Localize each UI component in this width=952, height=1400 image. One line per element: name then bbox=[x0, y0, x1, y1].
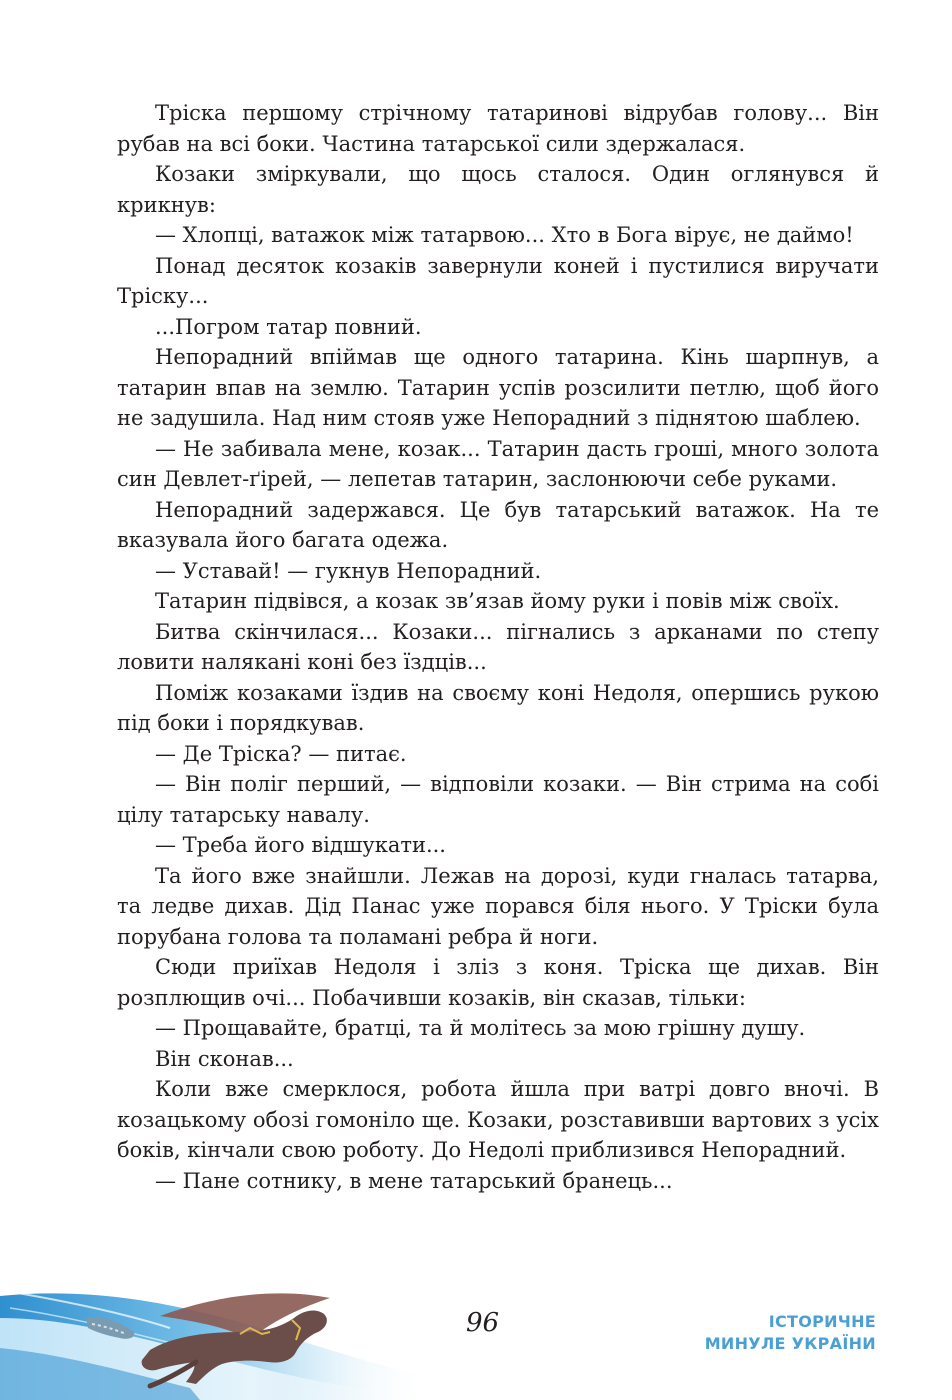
paragraph: Татарин підвівся, а козак зв’язав йому руки і повів між своїх. bbox=[155, 589, 840, 613]
paragraph: Він сконав... bbox=[155, 1046, 294, 1071]
paragraph: — Прощавайте, братці, та й молітесь за мою грішну душу. bbox=[155, 1016, 806, 1040]
paragraph: — Треба його відшукати... bbox=[155, 833, 446, 857]
paragraph: — Де Тріска? — питає. bbox=[155, 741, 407, 766]
paragraph: Непорадний впіймав ще одного татарина. Кінь шарпнув, а татарин впав на землю. Татарин успів розсилити петлю, щоб його не задушила. Над ним стояв уже Непорадний з піднятою шаблею. bbox=[117, 345, 879, 430]
paragraph: Козаки зміркували, що щось сталося. Один оглянувся й крикнув: bbox=[117, 162, 879, 217]
paragraph: Понад десяток козаків завернули коней і пустилися виручати Тріску... bbox=[117, 253, 879, 308]
paragraph: Коли вже смерклося, робота йшла при ватрі довго вночі. В козацькому обозі гомоніло ще. Козаки, розставивши вартових з усіх боків, кінчали свою роботу. До Недолі приблизився Непорадний. bbox=[117, 1077, 879, 1162]
paragraph: — Уставай! — гукнув Непорадний. bbox=[155, 558, 542, 583]
page-number: 96 bbox=[466, 1308, 500, 1338]
body-text bbox=[117, 98, 879, 1196]
paragraph: Та його вже знайшли. Лежав на дорозі, куди гналась татарва, та ледве дихав. Дід Панас уже порався біля нього. У Тріски була порубана голова та поламані ребра й ноги. bbox=[117, 863, 879, 949]
section-title-line: МИНУЛЕ УКРАЇНИ bbox=[704, 1334, 876, 1353]
paragraph: — Хлопці, ватажок між татарвою... Хто в Бога вірує, не даймо! bbox=[155, 223, 854, 247]
paragraph: — Пане сотнику, в мене татарський бранець... bbox=[155, 1168, 673, 1193]
paragraph: Битва скінчилася... Козаки... пігнались з арканами по степу ловити налякані коні без їздців... bbox=[117, 619, 879, 674]
paragraph: Непорадний задержався. Це був татарський ватажок. На те вказувала його багата одежа. bbox=[117, 497, 879, 552]
paragraph: Сюди приїхав Недоля і зліз з коня. Тріска ще дихав. Він розплющив очі... Побачивши козаків, він сказав, тільки: bbox=[117, 955, 879, 1010]
section-title-line: ІСТОРИЧНЕ bbox=[768, 1312, 876, 1331]
section-title bbox=[705, 1311, 876, 1355]
paragraph: ...Погром татар повний. bbox=[155, 314, 422, 339]
paragraph: Поміж козаками їздив на своєму коні Недоля, опершись рукою під боки і порядкував. bbox=[117, 680, 879, 735]
paragraph: — Не забивала мене, козак... Татарин дасть гроші, много золота син Девлет-ґірей, — лепетав татарин, заслонюючи себе руками. bbox=[117, 436, 879, 491]
paragraph: Тріска першому стрічному татаринові відрубав голову... Він рубав на всі боки. Частина татарської сили здержалася. bbox=[117, 101, 879, 156]
paragraph: — Він поліг перший, — відповіли козаки. — Він стрима на собі цілу татарську навалу. bbox=[117, 772, 879, 827]
